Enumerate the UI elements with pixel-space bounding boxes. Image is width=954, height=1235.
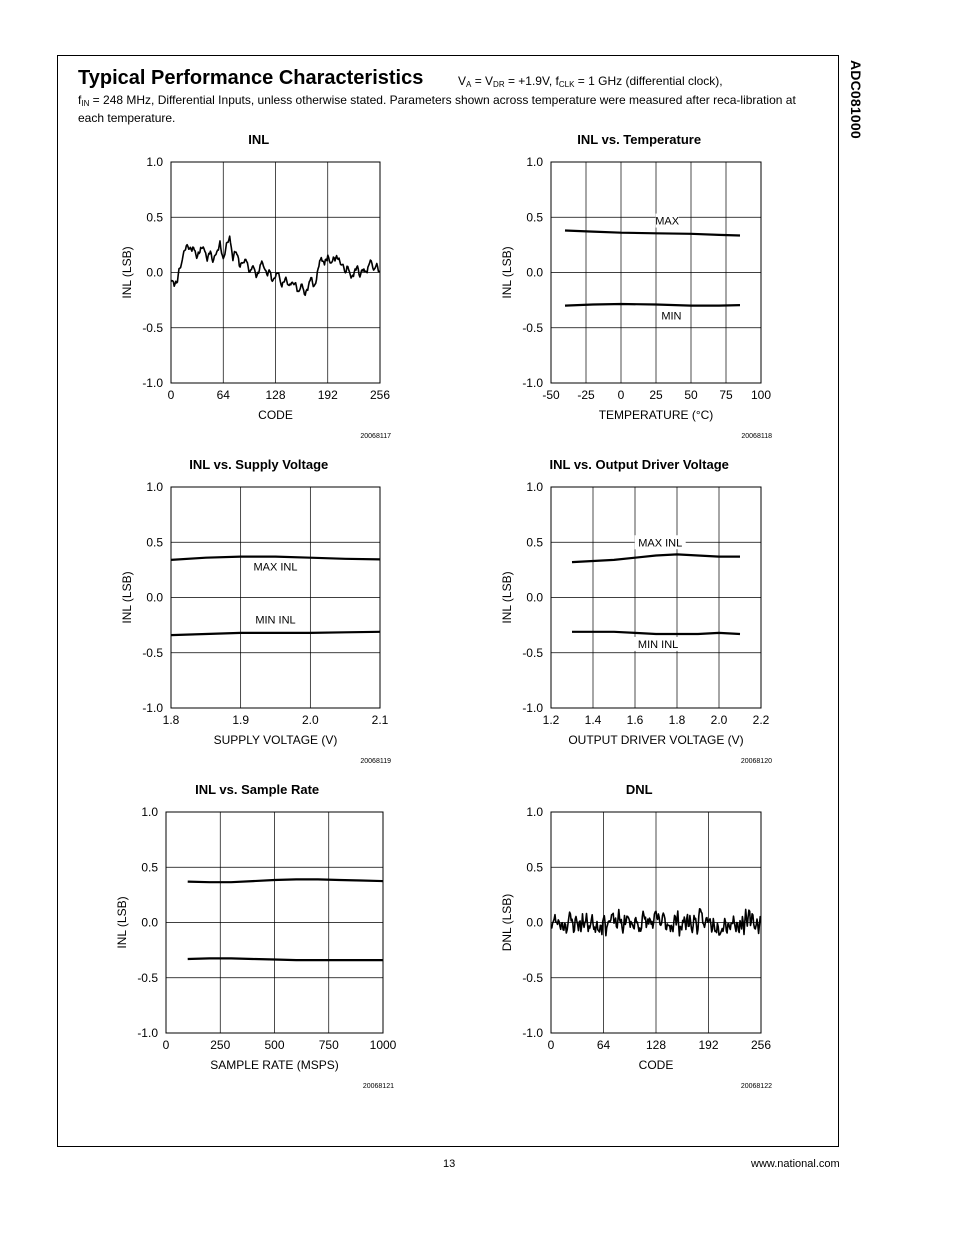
chart2-series-1-line [565,231,740,236]
chart3-annotation-label: MIN INL [255,614,296,627]
chart5-xtick-label: 500 [264,1038,285,1052]
cond-mid: = +1.9V, f [504,74,559,88]
chart5-ytick-label: -0.5 [137,970,158,985]
chart3-xlabel: SUPPLY VOLTAGE (V) [213,733,338,747]
cond-clk-sub: CLK [558,80,575,89]
page-number: 13 [443,1158,456,1170]
chart4-ytick-label: -1.0 [522,701,543,715]
chart2-xtick-label: 75 [719,388,733,402]
chart1-xtick-label: 128 [265,388,286,402]
cond-rest-text: = 248 MHz, Differential Inputs, unless otherwise stated. Parameters shown across temperature were measured after reca-libration at each temperature. [78,93,796,125]
chart6-xtick-label: 192 [698,1038,719,1052]
cond-clk-text: = 1 GHz (differential clock), [574,74,723,88]
chart5-ytick-label: 0.0 [141,915,158,930]
chart2-ytick-label: -0.5 [522,320,543,335]
chart5-ylabel: INL (LSB) [115,896,129,949]
chart2-xtick-label: -50 [542,388,560,402]
chart3-ytick-label: 0.0 [146,590,163,605]
chart5-series-1-line [188,879,383,882]
chart1-figure-id: 20068117 [360,433,391,440]
chart2-xtick-label: -25 [577,388,595,402]
chart4-series-2-line [572,632,740,634]
chart4-xtick-label: 1.6 [626,713,644,727]
chart4-ytick-label: 0.0 [526,590,543,605]
chart3-ytick-label: 0.5 [146,535,163,550]
chart1-xtick-label: 192 [317,388,338,402]
chart4-xtick-label: 1.2 [542,713,560,727]
chart3-ytick-label: -1.0 [142,701,163,715]
chart5-title: INL vs. Sample Rate [195,782,320,797]
chart1-ytick-label: 0.0 [146,265,163,280]
chart4-annotation-label: MIN INL [637,638,679,651]
chart6-ylabel: DNL (LSB) [500,893,514,952]
chart5-ytick-label: -1.0 [137,1026,158,1040]
chart2-xtick-label: 25 [649,388,663,402]
chart6-figure-id: 20068122 [740,1083,772,1090]
chart1-ytick-label: -0.5 [142,320,163,335]
cond-va: V [458,74,467,88]
chart3-ytick-label: 1.0 [146,480,163,494]
chart2-ytick-label: 1.0 [526,155,543,169]
chart3-xtick-label: 2.1 [371,713,389,727]
chart4-figure-id: 20068120 [740,758,772,765]
chart6-title: DNL [625,782,653,797]
chart5-xlabel: SAMPLE RATE (MSPS) [210,1058,339,1072]
chart4-xtick-label: 1.8 [668,713,686,727]
chart2-figure-id: 20068118 [741,433,772,440]
chart4-ylabel: INL (LSB) [500,571,514,624]
chart4-series-1-line [572,554,740,562]
chart2-xtick-label: 50 [684,388,698,402]
chart6-ytick-label: -1.0 [522,1026,543,1040]
chart2-annotation-label: MAX [655,215,680,228]
chart6-ytick-label: 1.0 [526,805,543,819]
chart6-xlabel: CODE [638,1058,674,1072]
chart2-ytick-label: -1.0 [522,376,543,390]
chart6-ytick-label: 0.0 [526,915,543,930]
chart5-xtick-label: 250 [210,1038,231,1052]
chart2-ylabel: INL (LSB) [500,246,514,299]
chart2-xtick-label: 100 [750,388,772,402]
chart1-xtick-label: 256 [369,388,391,402]
chart4-ytick-label: 1.0 [526,480,543,494]
chart4-ytick-label: -0.5 [522,645,543,660]
cond-fin: f [78,93,82,107]
chart1-xtick-label: 64 [216,388,230,402]
chart4-xtick-label: 2.2 [752,713,770,727]
chart1-xtick-label: 0 [167,388,175,402]
chart4-annotation-label: MAX INL [638,537,683,550]
chart1-ylabel: INL (LSB) [120,246,134,299]
chart3-ytick-label: -0.5 [142,645,163,660]
chart1-xlabel: CODE [258,408,293,422]
chart4-title: INL vs. Output Driver Voltage [549,457,729,472]
chart5-ytick-label: 1.0 [141,805,158,819]
chart1-ytick-label: 0.5 [146,210,163,225]
chart2-series-2-line [565,304,740,306]
cond-vdr-sub: DR [493,80,505,89]
chart3-xtick-label: 1.9 [232,713,250,727]
chart3-xtick-label: 1.8 [162,713,180,727]
chart1-ytick-label: 1.0 [146,155,163,169]
chart5-xtick-label: 0 [162,1038,170,1052]
chart3-title: INL vs. Supply Voltage [189,457,329,472]
cond-in-sub: IN [81,99,90,108]
chart5-series-2-line [188,958,383,960]
chart6-ytick-label: -0.5 [522,970,543,985]
chart3-xtick-label: 2.0 [301,713,319,727]
chart4-xtick-label: 1.4 [584,713,602,727]
chart2-xtick-label: 0 [617,388,625,402]
chart5-ytick-label: 0.5 [141,860,158,875]
chart3-figure-id: 20068119 [360,758,391,765]
chart6-xtick-label: 128 [645,1038,667,1052]
chart3-series-1-line [171,557,380,560]
cond-eq1: = V [471,74,494,88]
chart2-title: INL vs. Temperature [577,132,702,147]
chart2-ytick-label: 0.0 [526,265,543,280]
cond-va-sub: A [466,80,472,89]
chart2-annotation-label: MIN [661,310,682,323]
chart5-figure-id: 20068121 [362,1083,394,1090]
chart4-ytick-label: 0.5 [526,535,543,550]
section-title: Typical Performance Characteristics [78,67,424,89]
product-side-title: ADC081000 [848,60,864,139]
chart4-xtick-label: 2.0 [710,713,728,727]
chart3-series-2-line [171,632,380,635]
chart6-ytick-label: 0.5 [526,860,543,875]
chart4-xlabel: OUTPUT DRIVER VOLTAGE (V) [568,733,744,747]
chart1-ytick-label: -1.0 [142,376,163,390]
chart6-xtick-label: 256 [750,1038,772,1052]
chart1-title: INL [248,132,270,147]
chart2-ytick-label: 0.5 [526,210,543,225]
chart6-xtick-label: 0 [547,1038,555,1052]
website-link[interactable]: www.national.com [751,1158,840,1170]
chart5-xtick-label: 1000 [369,1038,397,1052]
chart3-annotation-label: MAX INL [253,561,298,574]
chart3-ylabel: INL (LSB) [120,571,134,624]
chart5-xtick-label: 750 [318,1038,339,1052]
chart6-xtick-label: 64 [596,1038,611,1052]
chart2-xlabel: TEMPERATURE (°C) [598,408,714,422]
